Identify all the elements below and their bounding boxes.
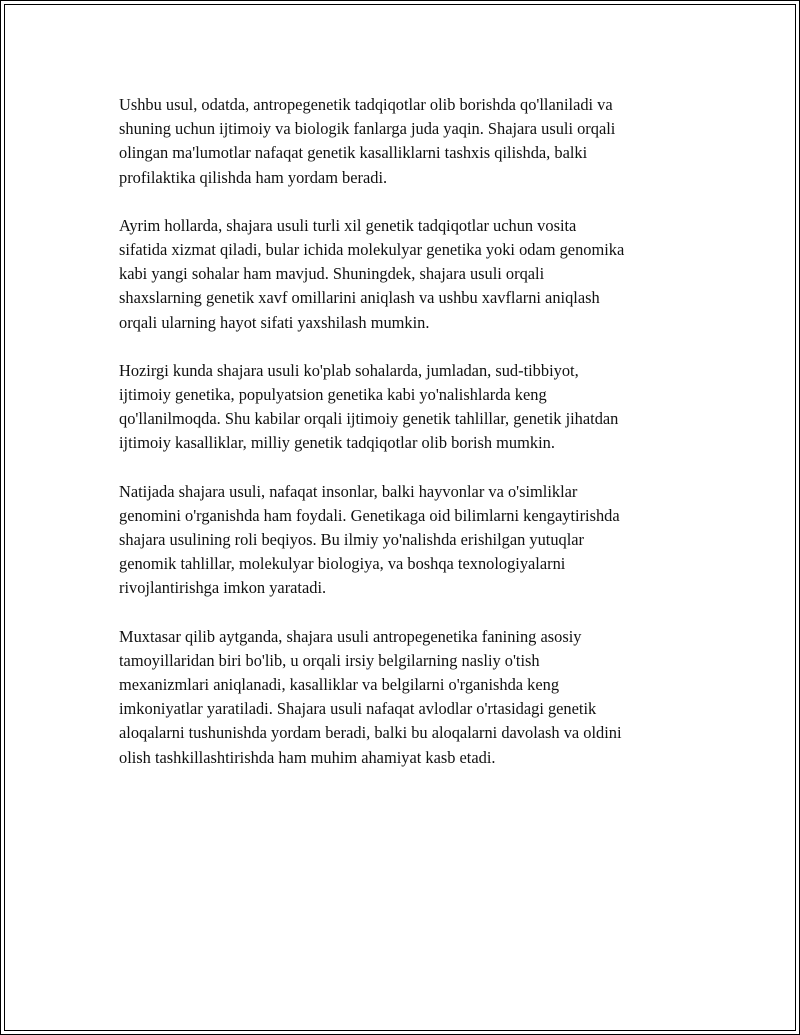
paragraph-line: aloqalarni tushunishda yordam beradi, balki bu aloqalarni davolash va oldini [119,723,622,743]
paragraph-line: rivojlantirishga imkon yaratadi. [119,578,327,598]
paragraph [119,625,691,770]
paragraph-line: kabi yangi sohalar ham mavjud. Shuningdek, shajara usuli orqali [119,264,545,284]
paragraph-line: tamoyillaridan biri bo'lib, u orqali irsiy belgilarning nasliy o'tish [119,650,540,670]
paragraph-line: Muxtasar qilib aytganda, shajara usuli antropegenetika fanining asosiy [119,626,582,646]
paragraph [119,359,691,456]
document-body [119,93,691,794]
paragraph-line: ijtimoiy genetika, populyatsion genetika kabi yo'nalishlarda keng [119,385,547,405]
paragraph-line: orqali ularning hayot sifati yaxshilash mumkin. [119,312,430,332]
paragraph-line: Ayrim hollarda, shajara usuli turli xil genetik tadqiqotlar uchun vosita [119,215,577,235]
paragraph-line: qo'llanilmoqda. Shu kabilar orqali ijtimoiy genetik tahlillar, genetik jihatdan [119,409,619,429]
paragraph-line: profilaktika qilishda ham yordam beradi. [119,167,388,187]
paragraph-line: Hozirgi kunda shajara usuli ko'plab sohalarda, jumladan, sud-tibbiyot, [119,360,579,380]
paragraph-line: ijtimoiy kasalliklar, milliy genetik tadqiqotlar olib borish mumkin. [119,433,555,453]
paragraph-line: genomik tahlillar, molekulyar biologiya, va boshqa texnologiyalarni [119,554,566,574]
paragraph [119,480,691,601]
paragraph [119,93,691,190]
paragraph-line: Ushbu usul, odatda, antropegenetik tadqiqotlar olib borishda qo'llaniladi va [119,95,613,114]
paragraph-line: shajara usulining roli beqiyos. Bu ilmiy yo'nalishda erishilgan yutuqlar [119,530,585,550]
paragraph-line: mexanizmlari aniqlanadi, kasalliklar va belgilarni o'rganishda keng [119,675,560,695]
paragraph-line: sifatida xizmat qiladi, bular ichida molekulyar genetika yoki odam genomika [119,240,625,260]
paragraph-line: olish tashkillashtirishda ham muhim ahamiyat kasb etadi. [119,747,496,767]
paragraph [119,214,691,335]
paragraph-line: olingan ma'lumotlar nafaqat genetik kasalliklarni tashxis qilishda, balki [119,143,588,163]
paragraph-line: imkoniyatlar yaratiladi. Shajara usuli nafaqat avlodlar o'rtasidagi genetik [119,699,597,719]
paragraph-line: Natijada shajara usuli, nafaqat insonlar, balki hayvonlar va o'simliklar [119,481,578,501]
paragraph-line: shuning uchun ijtimoiy va biologik fanlarga juda yaqin. Shajara usuli orqali [119,119,616,139]
paragraph-line: shaxslarning genetik xavf omillarini aniqlash va ushbu xavflarni aniqlash [119,288,600,308]
paragraph-line: genomini o'rganishda ham foydali. Genetikaga oid bilimlarni kengaytirishda [119,505,620,525]
